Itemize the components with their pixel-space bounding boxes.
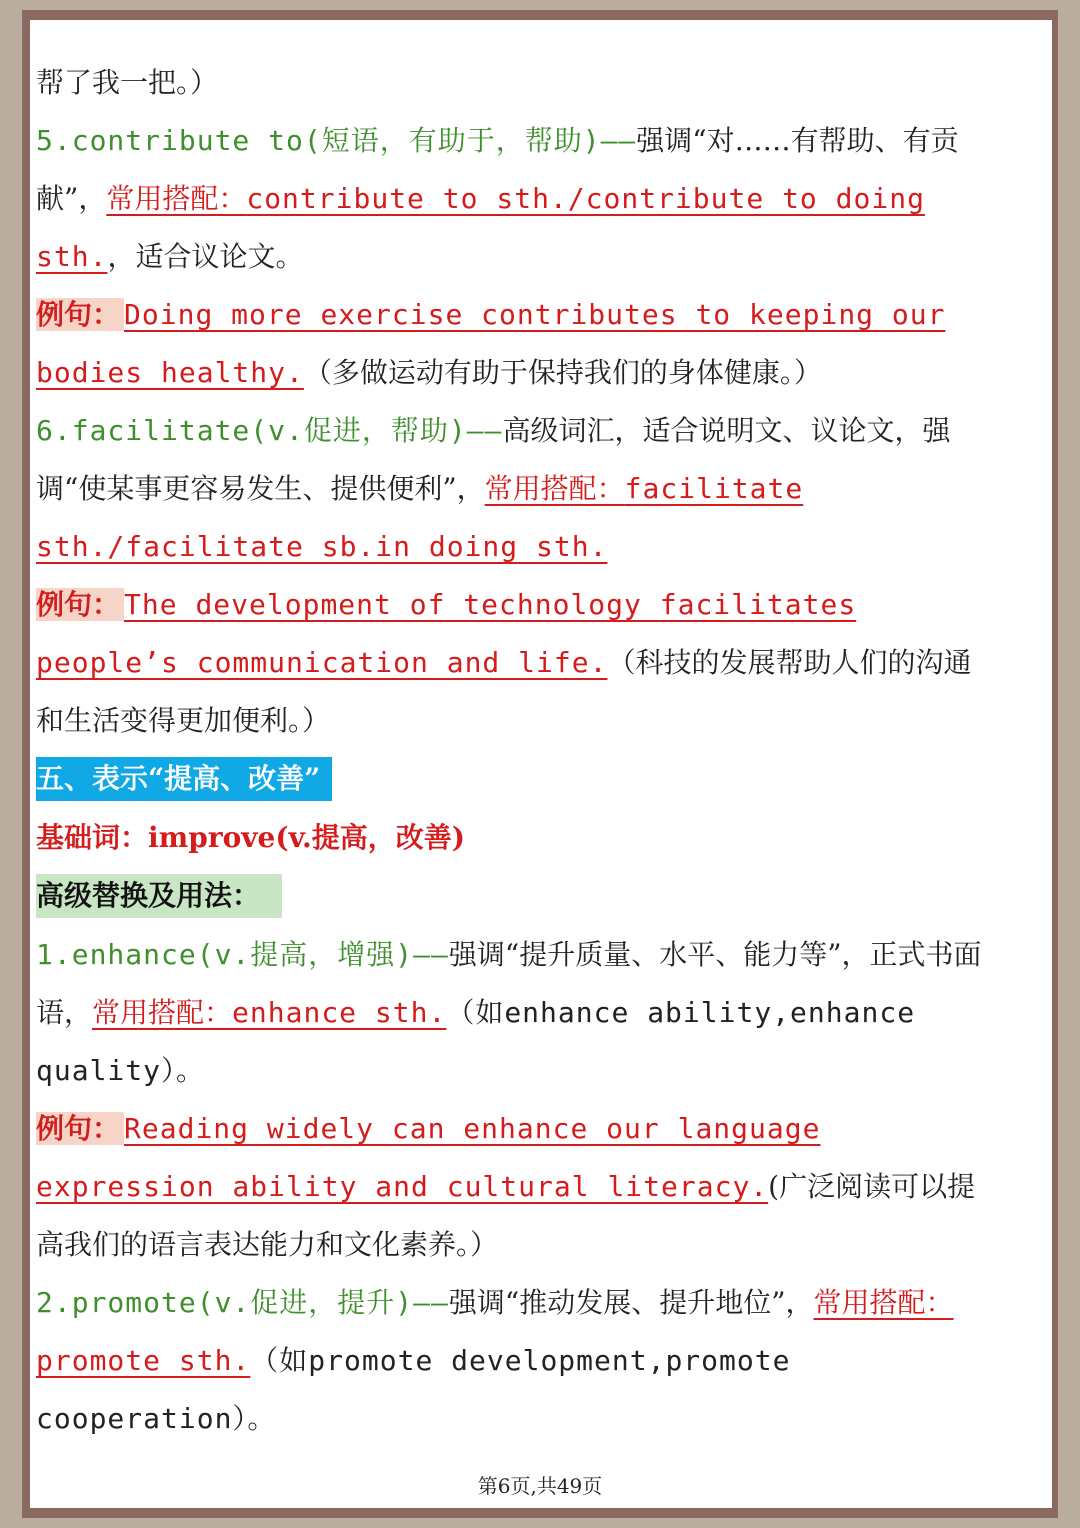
example-label: 例句： — [36, 298, 124, 331]
collocation-label: 常用搭配： — [813, 1286, 954, 1319]
collocation-label: 常用搭配： — [484, 472, 625, 505]
entry-facilitate — [36, 402, 986, 576]
example-enhance — [36, 1100, 986, 1274]
entry-desc: 强调“提升质量、水平、能力等”，正式书面语， — [36, 938, 982, 1029]
entry-promote — [36, 1274, 986, 1448]
example-english: Reading widely can enhance our language expression ability and cultural literacy. — [36, 1112, 821, 1203]
basic-word — [36, 809, 986, 867]
entry-tail: ，适合议论文。 — [107, 240, 304, 273]
basic-word-text: 基础词：improve(v.提高，改善) — [36, 821, 466, 854]
entry-head: 1.enhance(v.提高，增强)—— — [36, 938, 449, 971]
example-english: The development of technology facilitates people’s communication and life. — [36, 588, 857, 679]
example-chinese: （科技的发展帮助人们的沟通和生活变得更加便利。） — [36, 646, 972, 737]
entry-desc: 高级词汇，适合说明文、议论文，强调“使某事更容易发生、提供便利”， — [36, 414, 951, 505]
entry-tail: （如promote development,promote cooperation）。 — [36, 1344, 791, 1435]
section-heading: 五、表示“提高、改善” — [36, 757, 332, 801]
entry-contribute — [36, 112, 986, 286]
collocation-value: contribute to sth./contribute to doing sth. — [36, 182, 925, 273]
text-line — [36, 54, 986, 112]
document-body — [36, 54, 986, 1448]
entry-desc: 强调“推动发展、提升地位”， — [448, 1286, 814, 1319]
entry-head: 2.promote(v.促进，提升)—— — [36, 1286, 449, 1319]
entry-tail: （如enhance ability,enhance quality）。 — [36, 996, 916, 1087]
example-english: Doing more exercise contributes to keeping our bodies healthy. — [36, 298, 946, 389]
example-facilitate — [36, 576, 986, 750]
collocation-label: 常用搭配： — [106, 182, 247, 215]
example-label: 例句： — [36, 1112, 124, 1145]
example-label: 例句： — [36, 588, 124, 621]
example-chinese: （多做运动有助于保持我们的身体健康。） — [303, 356, 822, 389]
example-chinese: (广泛阅读可以提高我们的语言表达能力和文化素养。） — [36, 1170, 976, 1261]
collocation-value: promote sth. — [36, 1344, 251, 1377]
collocation-value: enhance sth. — [232, 996, 447, 1029]
entry-desc: 强调“对……有帮助、 — [636, 124, 903, 157]
example-contribute — [36, 286, 986, 402]
advanced-heading: 高级替换及用法： — [36, 874, 282, 918]
entry-enhance — [36, 926, 986, 1100]
collocation-value: facilitate sth./facilitate sb.in doing sth. — [36, 472, 804, 563]
continuation-text: 帮了我一把。） — [36, 66, 219, 99]
entry-desc: 有贡献”， — [36, 124, 959, 215]
entry-head: 5.contribute to(短语，有助于，帮助)—— — [36, 124, 637, 157]
page-number: 第6页,共49页 — [477, 1474, 603, 1498]
entry-head: 6.facilitate(v.促进，帮助)—— — [36, 414, 503, 447]
collocation-label: 常用搭配： — [92, 996, 233, 1029]
